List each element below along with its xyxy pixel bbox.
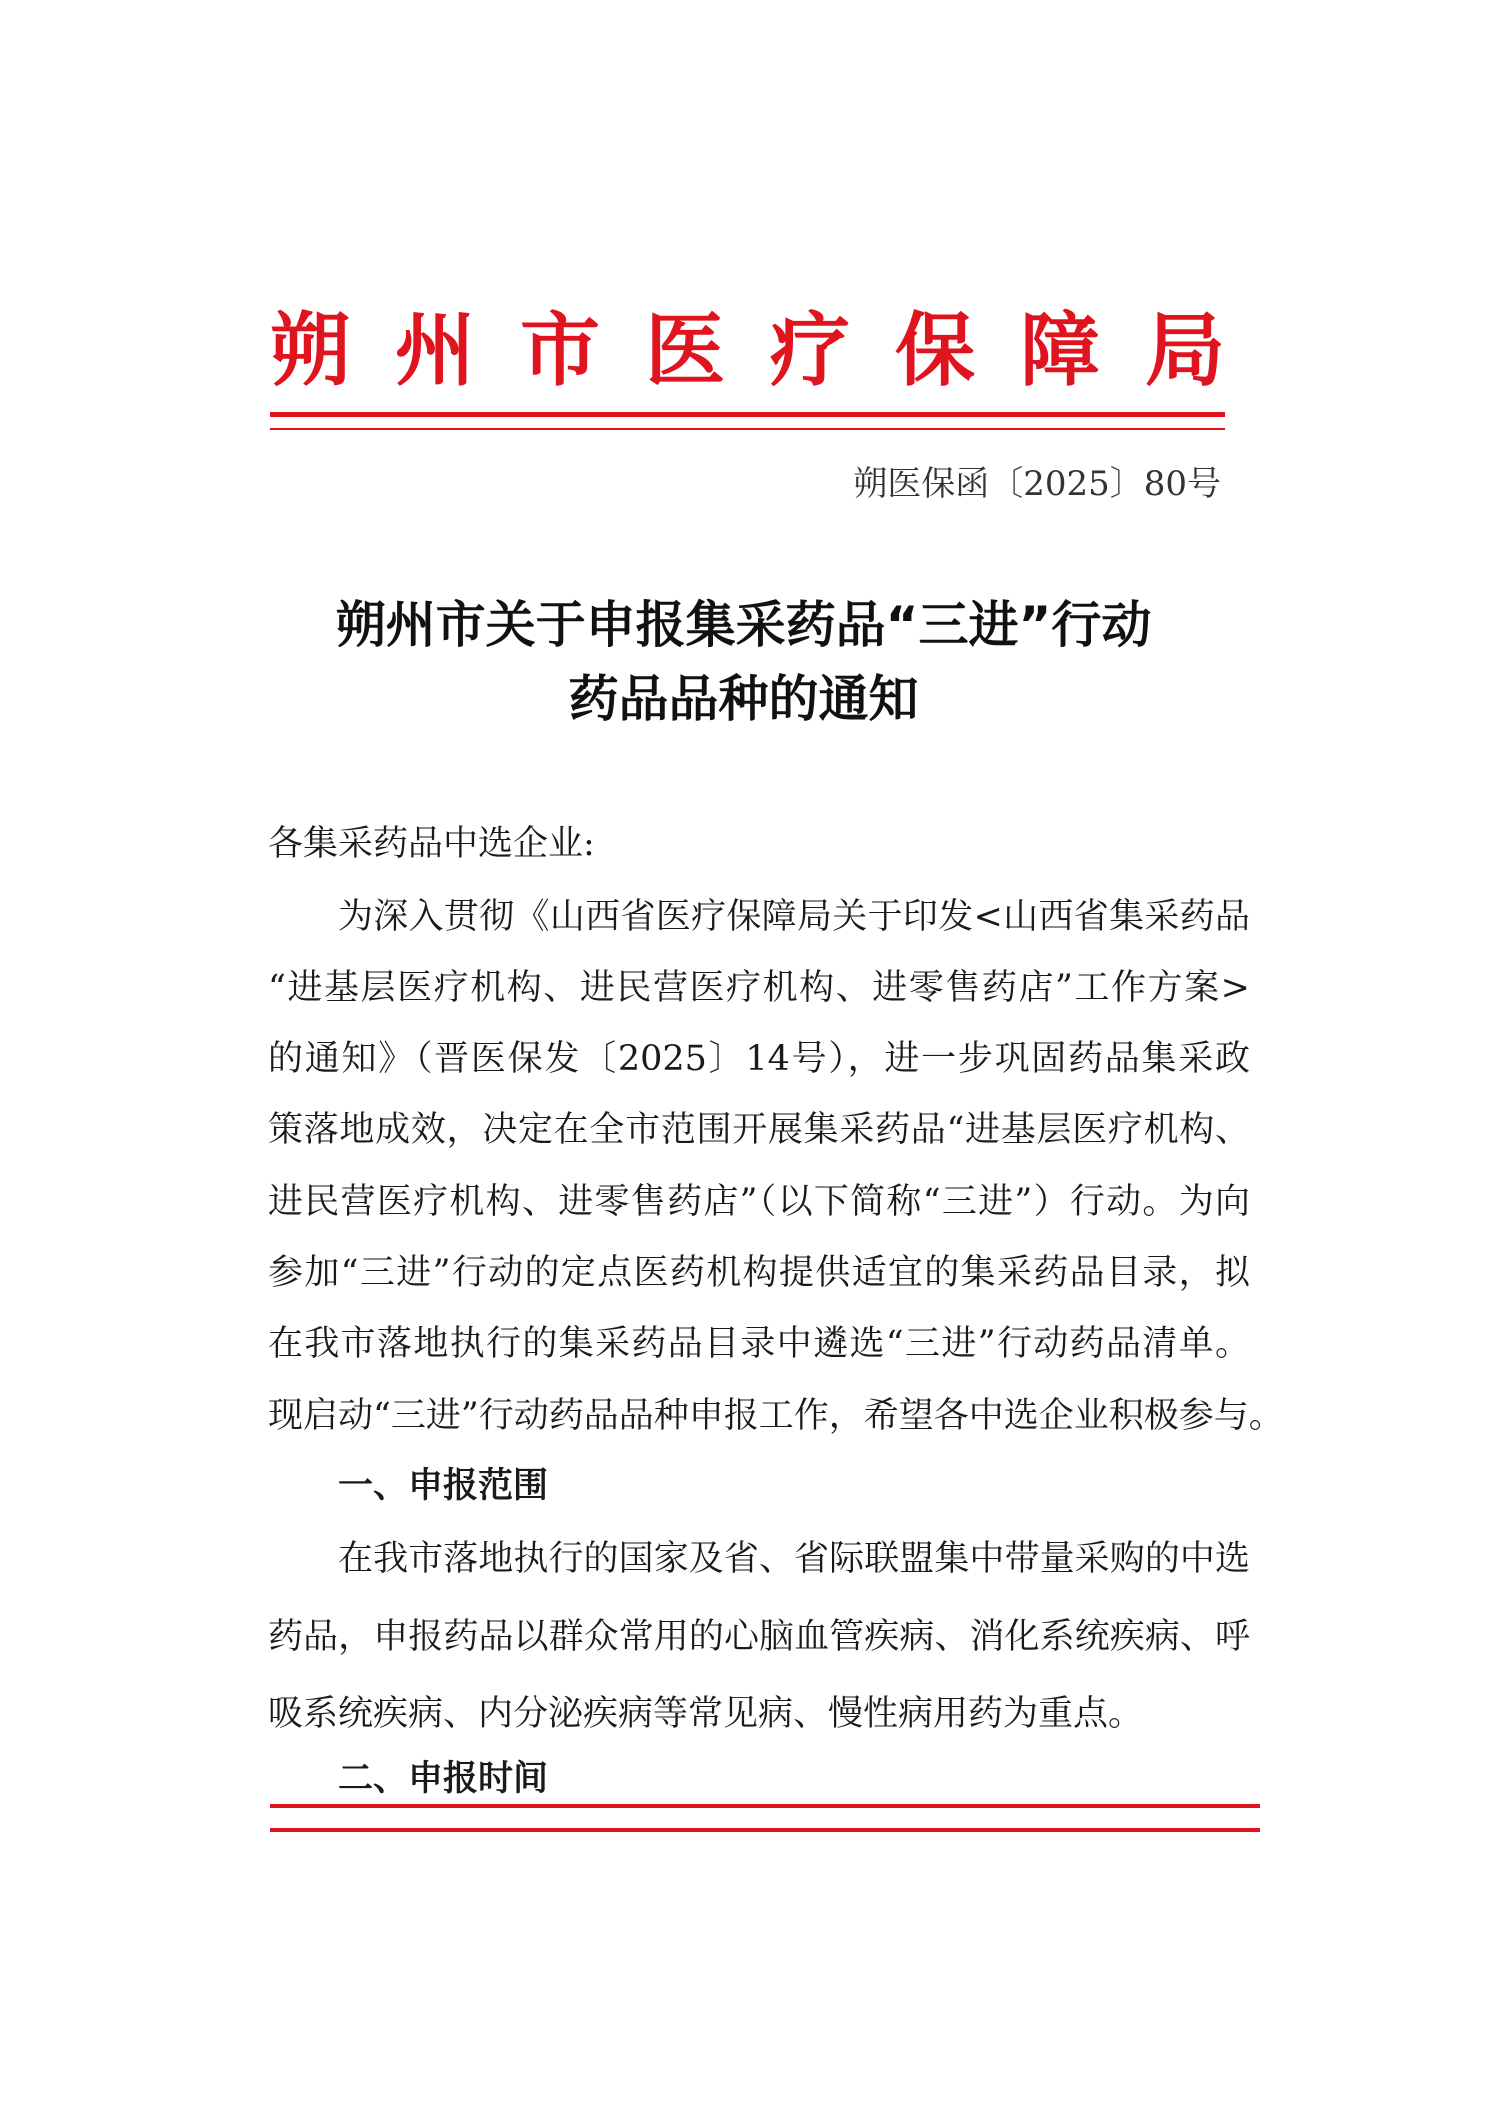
salutation: 各集采药品中选企业:	[268, 824, 595, 864]
body-line: 在我市落地执行的国家及省、省际联盟集中带量采购的中选	[338, 1539, 1250, 1579]
body-line: “进基层医疗机构、进民营医疗机构、进零售药店”工作方案>	[268, 968, 1250, 1008]
header-char: 州	[395, 303, 475, 397]
body-line: 药品，申报药品以群众常用的心脑血管疾病、消化系统疾病、呼	[268, 1617, 1250, 1657]
header-char: 保	[895, 303, 975, 397]
document-number: 朔医保函〔2025〕80号	[853, 464, 1221, 504]
header-char: 障	[1020, 303, 1100, 397]
header-char: 朔	[270, 303, 350, 397]
section-heading-time: 二、申报时间	[338, 1759, 549, 1799]
body-line: 进民营医疗机构、进零售药店”（以下简称“三进”）行动。为向	[268, 1182, 1250, 1222]
document-title-line-2: 药品品种的通知	[568, 670, 919, 728]
body-line: 为深入贯彻《山西省医疗保障局关于印发<山西省集采药品	[338, 897, 1250, 937]
body-line: 策落地成效，决定在全市范围开展集采药品“进基层医疗机构、	[268, 1110, 1250, 1150]
header-char: 疗	[770, 303, 850, 397]
body-line: 吸系统疾病、内分泌疾病等常见病、慢性病用药为重点。	[268, 1694, 1144, 1734]
issuing-authority-header	[270, 300, 1225, 400]
body-line: 参加“三进”行动的定点医药机构提供适宜的集采药品目录，拟	[268, 1253, 1250, 1293]
body-line: 现启动“三进”行动药品品种申报工作，希望各中选企业积极参与。	[268, 1396, 1284, 1436]
header-red-rule-thick	[270, 412, 1225, 417]
header-char: 市	[520, 303, 600, 397]
section-heading-scope: 一、申报范围	[338, 1466, 549, 1506]
footer-red-rule-top	[270, 1804, 1260, 1808]
body-line: 在我市落地执行的集采药品目录中遴选“三进”行动药品清单。	[268, 1324, 1250, 1364]
header-char: 局	[1145, 303, 1225, 397]
footer-red-rule-bottom	[270, 1828, 1260, 1832]
document-title-line-1: 朔州市关于申报集采药品“三进”行动	[335, 596, 1152, 654]
header-char: 医	[645, 303, 725, 397]
header-red-rule-thin	[270, 428, 1225, 430]
body-line: 的通知》（晋医保发〔2025〕14号），进一步巩固药品集采政	[268, 1039, 1250, 1079]
